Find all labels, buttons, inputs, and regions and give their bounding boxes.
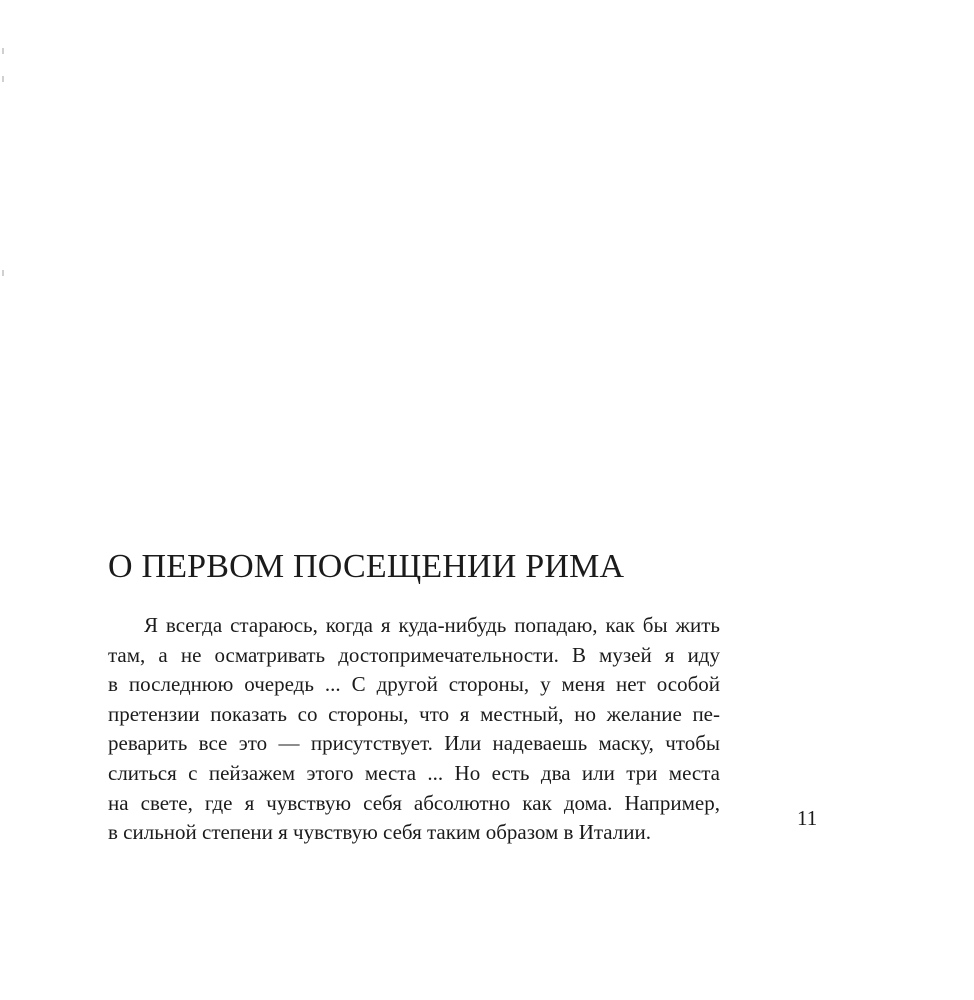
text-line: в последнюю очередь ... С другой стороны, у меня нет особой — [108, 672, 720, 697]
page-number: 11 — [797, 806, 818, 830]
text-line: на свете, где я чувствую себя абсолютно как дома. Например, — [108, 790, 720, 815]
body-paragraph — [108, 611, 720, 848]
text-line: там, а не осматривать достопримечательности. В музей я иду — [108, 642, 720, 667]
text-line: реварить все это — присутствует. Или надеваешь маску, чтобы — [108, 731, 720, 756]
text-line: слиться с пейзажем этого места ... Но есть два или три места — [108, 760, 720, 785]
text-line: в сильной степени я чувствую себя таким образом в Италии. — [108, 820, 652, 845]
text-line: Я всегда стараюсь, когда я куда-нибудь попадаю, как бы жить — [144, 613, 720, 637]
chapter-title: О ПЕРВОМ ПОСЕЩЕНИИ РИМА — [108, 548, 625, 585]
scan-edge-marks — [0, 0, 8, 1000]
text-line: претензии показать со стороны, что я местный, но желание пе- — [108, 701, 720, 726]
